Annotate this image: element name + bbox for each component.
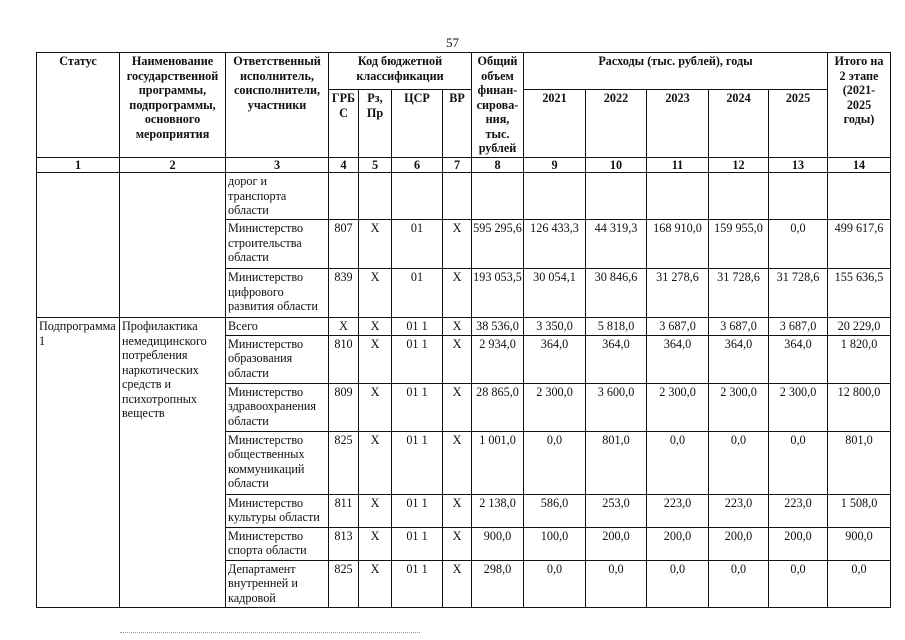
column-number: 10 (586, 157, 647, 173)
y2024-cell: 2 300,0 (709, 383, 769, 431)
rzpr-cell: Х (359, 269, 392, 318)
y2022-cell: 44 319,3 (586, 220, 647, 269)
y2024-cell: 159 955,0 (709, 220, 769, 269)
executor-cell: дорог и транспорта области (226, 173, 329, 220)
y2022-cell: 253,0 (586, 494, 647, 527)
executor-cell: Министерство культуры области (226, 494, 329, 527)
y2022-cell: 0,0 (586, 560, 647, 607)
y2021-cell: 3 350,0 (524, 318, 586, 336)
stage-total-cell: 900,0 (828, 527, 891, 560)
header-executor: Ответственный исполнитель, соисполнители, участники (226, 53, 329, 158)
column-number: 9 (524, 157, 586, 173)
total-cell: 2 934,0 (472, 335, 524, 383)
header-name: Наименование государственной программы, подпрограммы, основного мероприятия (120, 53, 226, 158)
total-cell: 193 053,5 (472, 269, 524, 318)
grbs-cell (329, 173, 359, 220)
header-expenses: Расходы (тыс. рублей), годы (524, 53, 828, 90)
csr-cell: 01 (392, 220, 443, 269)
column-number: 13 (769, 157, 828, 173)
column-number: 12 (709, 157, 769, 173)
header-rzpr: Рз, Пр (359, 90, 392, 157)
executor-cell: Министерство спорта области (226, 527, 329, 560)
header-csr: ЦСР (392, 90, 443, 157)
y2023-cell: 223,0 (647, 494, 709, 527)
y2024-cell: 3 687,0 (709, 318, 769, 336)
executor-cell: Министерство образования области (226, 335, 329, 383)
vr-cell: Х (443, 335, 472, 383)
y2024-cell: 200,0 (709, 527, 769, 560)
y2022-cell: 5 818,0 (586, 318, 647, 336)
y2021-cell: 2 300,0 (524, 383, 586, 431)
header-total-volume: Общий объем финан- сирова- ния, тыс. рублей (472, 53, 524, 158)
y2022-cell: 30 846,6 (586, 269, 647, 318)
total-cell: 28 865,0 (472, 383, 524, 431)
column-number: 14 (828, 157, 891, 173)
header-year-2025: 2025 (769, 90, 828, 157)
grbs-cell: 807 (329, 220, 359, 269)
subprogram-name: Профилактика немедицинского потребления наркотических средств и психотропных веществ (120, 318, 226, 608)
header-status: Статус (37, 53, 120, 158)
stage-total-cell (828, 173, 891, 220)
header-year-2022: 2022 (586, 90, 647, 157)
status-cell-empty (37, 173, 120, 318)
rzpr-cell: Х (359, 335, 392, 383)
vr-cell: Х (443, 494, 472, 527)
y2023-cell: 168 910,0 (647, 220, 709, 269)
y2025-cell: 223,0 (769, 494, 828, 527)
total-cell: 2 138,0 (472, 494, 524, 527)
y2024-cell (709, 173, 769, 220)
csr-cell: 01 (392, 269, 443, 318)
y2021-cell: 0,0 (524, 560, 586, 607)
y2024-cell: 0,0 (709, 560, 769, 607)
csr-cell (392, 173, 443, 220)
csr-cell: 01 1 (392, 527, 443, 560)
y2022-cell: 801,0 (586, 431, 647, 494)
y2025-cell (769, 173, 828, 220)
vr-cell: Х (443, 431, 472, 494)
executor-cell: Министерство цифрового развития области (226, 269, 329, 318)
column-number: 6 (392, 157, 443, 173)
rzpr-cell (359, 173, 392, 220)
grbs-cell: 809 (329, 383, 359, 431)
y2021-cell: 100,0 (524, 527, 586, 560)
y2021-cell: 586,0 (524, 494, 586, 527)
y2023-cell: 2 300,0 (647, 383, 709, 431)
stage-total-cell: 1 820,0 (828, 335, 891, 383)
vr-cell: Х (443, 383, 472, 431)
y2025-cell: 31 728,6 (769, 269, 828, 318)
y2024-cell: 223,0 (709, 494, 769, 527)
y2022-cell: 200,0 (586, 527, 647, 560)
vr-cell: Х (443, 318, 472, 336)
y2025-cell: 2 300,0 (769, 383, 828, 431)
stage-total-cell: 0,0 (828, 560, 891, 607)
y2021-cell (524, 173, 586, 220)
y2023-cell: 0,0 (647, 560, 709, 607)
name-cell-empty (120, 173, 226, 318)
rzpr-cell: Х (359, 220, 392, 269)
header-budget-code: Код бюджетной классификации (329, 53, 472, 90)
rzpr-cell: Х (359, 527, 392, 560)
column-number: 2 (120, 157, 226, 173)
grbs-cell: 825 (329, 431, 359, 494)
grbs-cell: 811 (329, 494, 359, 527)
y2021-cell: 364,0 (524, 335, 586, 383)
y2025-cell: 3 687,0 (769, 318, 828, 336)
rzpr-cell: Х (359, 318, 392, 336)
vr-cell: Х (443, 560, 472, 607)
executor-cell: Министерство общественных коммуникаций области (226, 431, 329, 494)
header-vr: ВР (443, 90, 472, 157)
grbs-cell: 839 (329, 269, 359, 318)
stage-total-cell: 20 229,0 (828, 318, 891, 336)
y2024-cell: 0,0 (709, 431, 769, 494)
header-grbs: ГРБ С (329, 90, 359, 157)
y2022-cell: 3 600,0 (586, 383, 647, 431)
y2023-cell: 364,0 (647, 335, 709, 383)
y2023-cell: 0,0 (647, 431, 709, 494)
csr-cell: 01 1 (392, 335, 443, 383)
stage-total-cell: 499 617,6 (828, 220, 891, 269)
y2025-cell: 364,0 (769, 335, 828, 383)
header-year-2021: 2021 (524, 90, 586, 157)
executor-cell: Министерство здравоохранения области (226, 383, 329, 431)
column-number: 3 (226, 157, 329, 173)
grbs-cell: 813 (329, 527, 359, 560)
csr-cell: 01 1 (392, 560, 443, 607)
csr-cell: 01 1 (392, 318, 443, 336)
stage-total-cell: 1 508,0 (828, 494, 891, 527)
vr-cell (443, 173, 472, 220)
header-year-2023: 2023 (647, 90, 709, 157)
y2025-cell: 0,0 (769, 431, 828, 494)
y2021-cell: 0,0 (524, 431, 586, 494)
rzpr-cell: Х (359, 560, 392, 607)
y2023-cell: 3 687,0 (647, 318, 709, 336)
stage-total-cell: 12 800,0 (828, 383, 891, 431)
y2023-cell (647, 173, 709, 220)
y2021-cell: 126 433,3 (524, 220, 586, 269)
column-number: 4 (329, 157, 359, 173)
total-cell: 900,0 (472, 527, 524, 560)
column-number: 8 (472, 157, 524, 173)
column-number-row (37, 157, 891, 173)
stage-total-cell: 801,0 (828, 431, 891, 494)
stage-total-cell: 155 636,5 (828, 269, 891, 318)
column-number: 1 (37, 157, 120, 173)
executor-cell: Министерство строительства области (226, 220, 329, 269)
total-cell: 595 295,6 (472, 220, 524, 269)
y2023-cell: 31 278,6 (647, 269, 709, 318)
y2023-cell: 200,0 (647, 527, 709, 560)
vr-cell: Х (443, 269, 472, 318)
vr-cell: Х (443, 527, 472, 560)
subprogram-status: Подпрограмма 1 (37, 318, 120, 608)
total-cell: 298,0 (472, 560, 524, 607)
csr-cell: 01 1 (392, 494, 443, 527)
header-stage-total: Итого на 2 этапе (2021- 2025 годы) (828, 53, 891, 158)
total-cell: 1 001,0 (472, 431, 524, 494)
executor-cell: Департамент внутренней и кадровой (226, 560, 329, 607)
vr-cell: Х (443, 220, 472, 269)
rzpr-cell: Х (359, 431, 392, 494)
y2021-cell: 30 054,1 (524, 269, 586, 318)
y2022-cell: 364,0 (586, 335, 647, 383)
header-year-2024: 2024 (709, 90, 769, 157)
csr-cell: 01 1 (392, 383, 443, 431)
y2024-cell: 364,0 (709, 335, 769, 383)
y2025-cell: 0,0 (769, 560, 828, 607)
rzpr-cell: Х (359, 383, 392, 431)
column-number: 11 (647, 157, 709, 173)
table-row (37, 173, 891, 220)
grbs-cell: 825 (329, 560, 359, 607)
column-number: 5 (359, 157, 392, 173)
y2025-cell: 0,0 (769, 220, 828, 269)
y2025-cell: 200,0 (769, 527, 828, 560)
executor-cell: Всего (226, 318, 329, 336)
page-number: 57 (446, 35, 459, 50)
total-cell: 38 536,0 (472, 318, 524, 336)
y2024-cell: 31 728,6 (709, 269, 769, 318)
y2022-cell (586, 173, 647, 220)
budget-table (36, 52, 891, 608)
column-number: 7 (443, 157, 472, 173)
grbs-cell: 810 (329, 335, 359, 383)
total-cell (472, 173, 524, 220)
grbs-cell: Х (329, 318, 359, 336)
page-edge-divider (120, 632, 420, 633)
csr-cell: 01 1 (392, 431, 443, 494)
rzpr-cell: Х (359, 494, 392, 527)
table-row (37, 318, 891, 336)
